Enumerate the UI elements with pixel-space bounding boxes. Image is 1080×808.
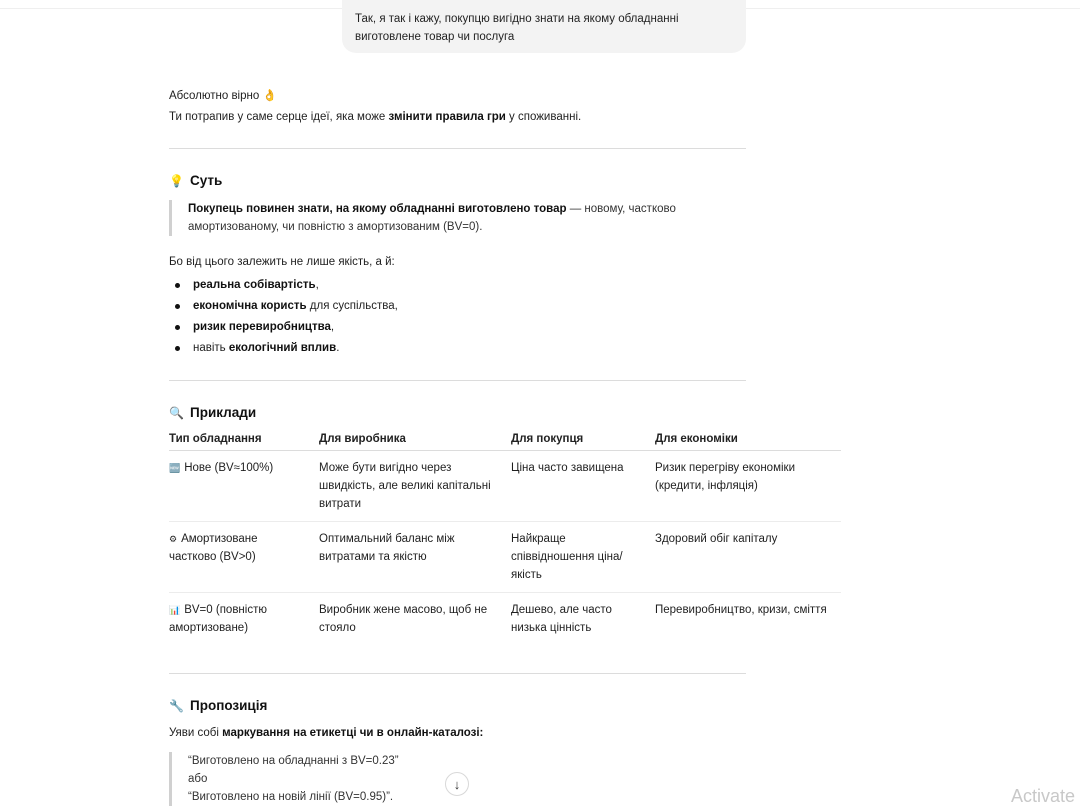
table-cell-economy: Перевиробництво, кризи, сміття bbox=[655, 604, 827, 616]
column-header: Для покупця bbox=[511, 428, 655, 451]
table-row bbox=[169, 593, 841, 646]
gear-icon: ⚙ bbox=[169, 534, 178, 544]
proposal-title: Пропозиція bbox=[190, 698, 268, 713]
activate-watermark: Activate bbox=[1011, 786, 1076, 806]
essence-quote-rest: — новому, частково амортизованому, чи повністю з амортизованим (BV=0). bbox=[188, 203, 676, 233]
table-cell-producer: Оптимальний баланс між витратами та якістю bbox=[319, 522, 511, 593]
intro-text: Абсолютно вірно bbox=[169, 90, 260, 102]
lightbulb-icon: 💡 bbox=[169, 173, 184, 188]
section-divider bbox=[169, 148, 746, 149]
table-cell-producer: Виробник жене масово, щоб не стояло bbox=[319, 604, 488, 634]
table-cell-economy: Здоровий обіг капіталу bbox=[655, 522, 841, 593]
proposal-lead: Уяви собі маркування на етикетці чи в онлайн-каталозі: bbox=[169, 727, 484, 739]
intro-line-2 bbox=[169, 108, 581, 126]
table-row bbox=[169, 451, 841, 522]
proposal-quote-line: або bbox=[188, 773, 208, 785]
table-cell-buyer: Найкраще співвідношення ціна/якість bbox=[511, 522, 655, 593]
ok-hand-icon: 👌 bbox=[262, 90, 277, 102]
list-item: навіть екологічний вплив. bbox=[169, 338, 398, 359]
section-divider bbox=[169, 673, 746, 674]
proposal-quote-line: “Виготовлено на обладнанні з BV=0.23” bbox=[188, 755, 399, 767]
user-message-bubble: Так, я так і кажу, покупцю вигідно знати на якому обладнанні виготовлене товар чи послуга bbox=[342, 0, 746, 53]
column-header: Для економіки bbox=[655, 428, 841, 451]
list-item: реальна собівартість, bbox=[169, 275, 398, 296]
examples-heading bbox=[169, 405, 256, 420]
bar-chart-icon: 📊 bbox=[169, 605, 181, 615]
table-cell-type: ⚙ Амортизоване частково (BV>0) bbox=[169, 522, 319, 593]
examples-table bbox=[169, 428, 841, 645]
table-row bbox=[169, 522, 841, 593]
essence-title: Суть bbox=[190, 173, 223, 188]
intro-line-1 bbox=[169, 87, 277, 105]
intro-text-c: у споживанні. bbox=[505, 111, 582, 123]
table-cell-buyer: Ціна часто завищена bbox=[511, 451, 655, 522]
proposal-heading bbox=[169, 698, 267, 713]
essence-bullet-list bbox=[169, 275, 398, 359]
examples-title: Приклади bbox=[190, 405, 257, 420]
list-item: економічна користь для суспільства, bbox=[169, 296, 398, 317]
table-cell-type: 📊 BV=0 (повністю амортизоване) bbox=[169, 593, 319, 646]
intro-text-a: Ти потрапив у саме серце ідеї, яка може bbox=[169, 111, 389, 123]
essence-lead: Бо від цього залежить не лише якість, а й: bbox=[169, 256, 395, 268]
proposal-quote bbox=[169, 752, 588, 806]
table-header-row bbox=[169, 428, 841, 451]
table-cell-type: 🆕 Нове (BV≈100%) bbox=[169, 451, 319, 522]
essence-quote-bold: Покупець повинен знати, на якому обладнанні виготовлено товар bbox=[188, 203, 567, 215]
intro-text-bold: змінити правила гри bbox=[388, 111, 506, 123]
scroll-to-bottom-button[interactable] bbox=[445, 772, 469, 796]
essence-heading bbox=[169, 173, 222, 188]
column-header: Тип обладнання bbox=[169, 428, 319, 451]
arrow-down-icon: ↓ bbox=[453, 776, 461, 792]
magnifier-icon: 🔍 bbox=[169, 405, 184, 420]
new-badge-icon: 🆕 bbox=[169, 463, 181, 473]
essence-quote bbox=[169, 200, 728, 236]
table-cell-producer: Може бути вигідно через швидкість, але великі капітальні витрати bbox=[319, 451, 511, 522]
section-divider bbox=[169, 380, 746, 381]
proposal-quote-line: “Виготовлено на новій лінії (BV=0.95)”. bbox=[188, 791, 394, 803]
table-cell-buyer: Дешево, але часто низька цінність bbox=[511, 604, 612, 634]
column-header: Для виробника bbox=[319, 428, 511, 451]
table-cell-economy: Ризик перегріву економіки (кредити, інфляція) bbox=[655, 451, 841, 522]
wrench-icon: 🔧 bbox=[169, 698, 184, 713]
list-item: ризик перевиробництва, bbox=[169, 317, 398, 338]
